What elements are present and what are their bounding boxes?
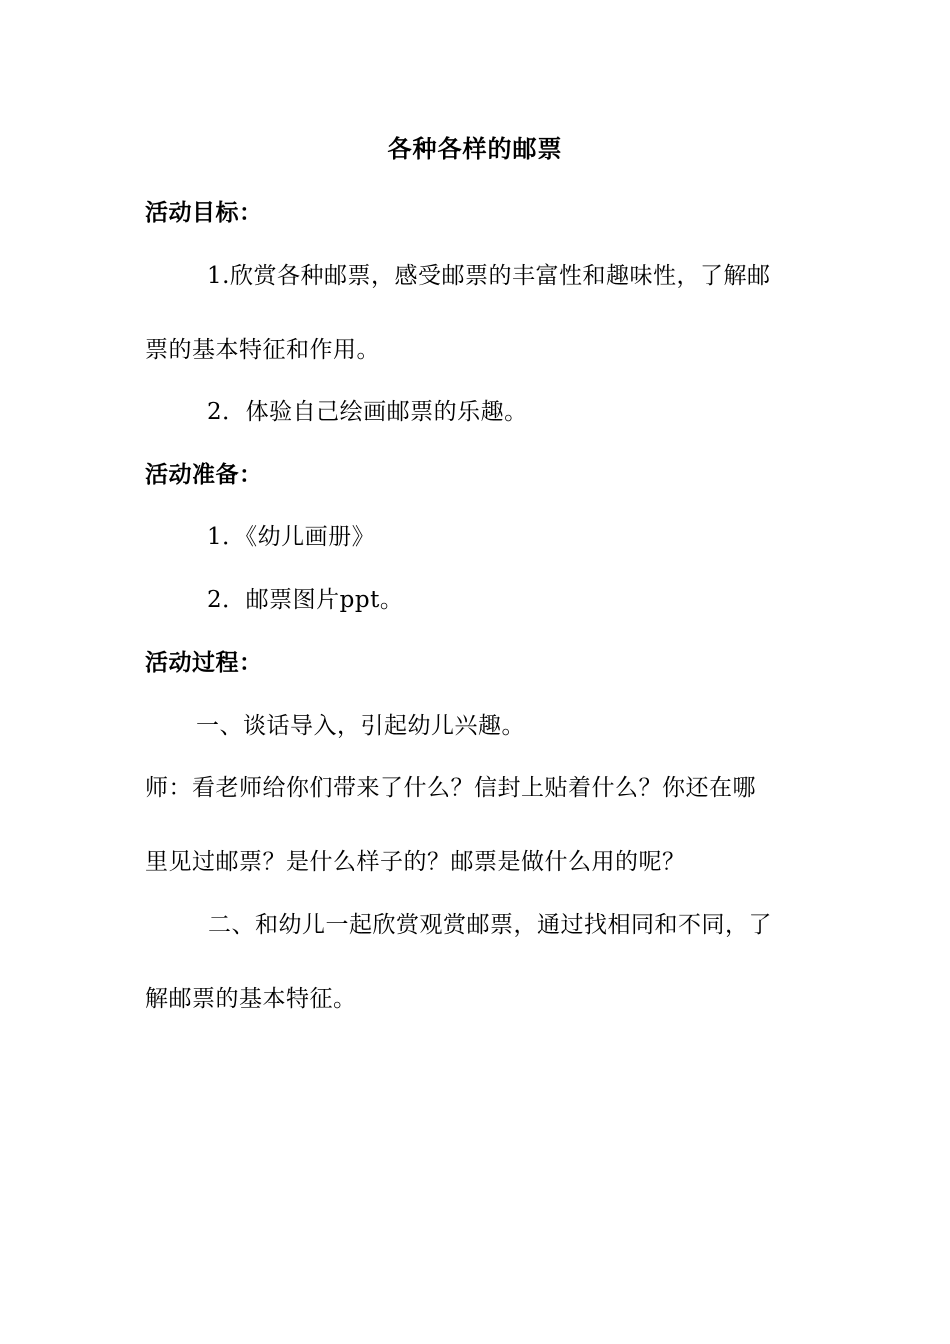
teacher-dialogue-line-1: 师：看老师给你们带来了什么？信封上贴着什么？你还在哪 — [145, 775, 756, 801]
process-step-1: 一、谈话导入，引起幼儿兴趣。 — [196, 713, 525, 739]
preparation-heading: 活动准备： — [145, 461, 263, 488]
objective-item-1-line-2: 票的基本特征和作用。 — [145, 337, 380, 363]
process-heading: 活动过程： — [145, 649, 263, 676]
process-step-2-line-2: 解邮票的基本特征。 — [145, 986, 357, 1012]
teacher-dialogue-line-2: 里见过邮票？是什么样子的？邮票是做什么用的呢？ — [145, 849, 686, 875]
objectives-heading: 活动目标： — [145, 199, 263, 226]
preparation-item-2: 2．邮票图片ppt。 — [207, 587, 404, 613]
document-title: 各种各样的邮票 — [387, 134, 563, 163]
preparation-item-1: 1．《幼儿画册》 — [207, 524, 376, 550]
process-step-2-line-1: 二、和幼儿一起欣赏观赏邮票，通过找相同和不同，了 — [208, 912, 772, 938]
objective-item-2: 2．体验自己绘画邮票的乐趣。 — [207, 399, 528, 425]
objective-item-1-line-1: 1.欣赏各种邮票，感受邮票的丰富性和趣味性，了解邮 — [207, 263, 771, 289]
